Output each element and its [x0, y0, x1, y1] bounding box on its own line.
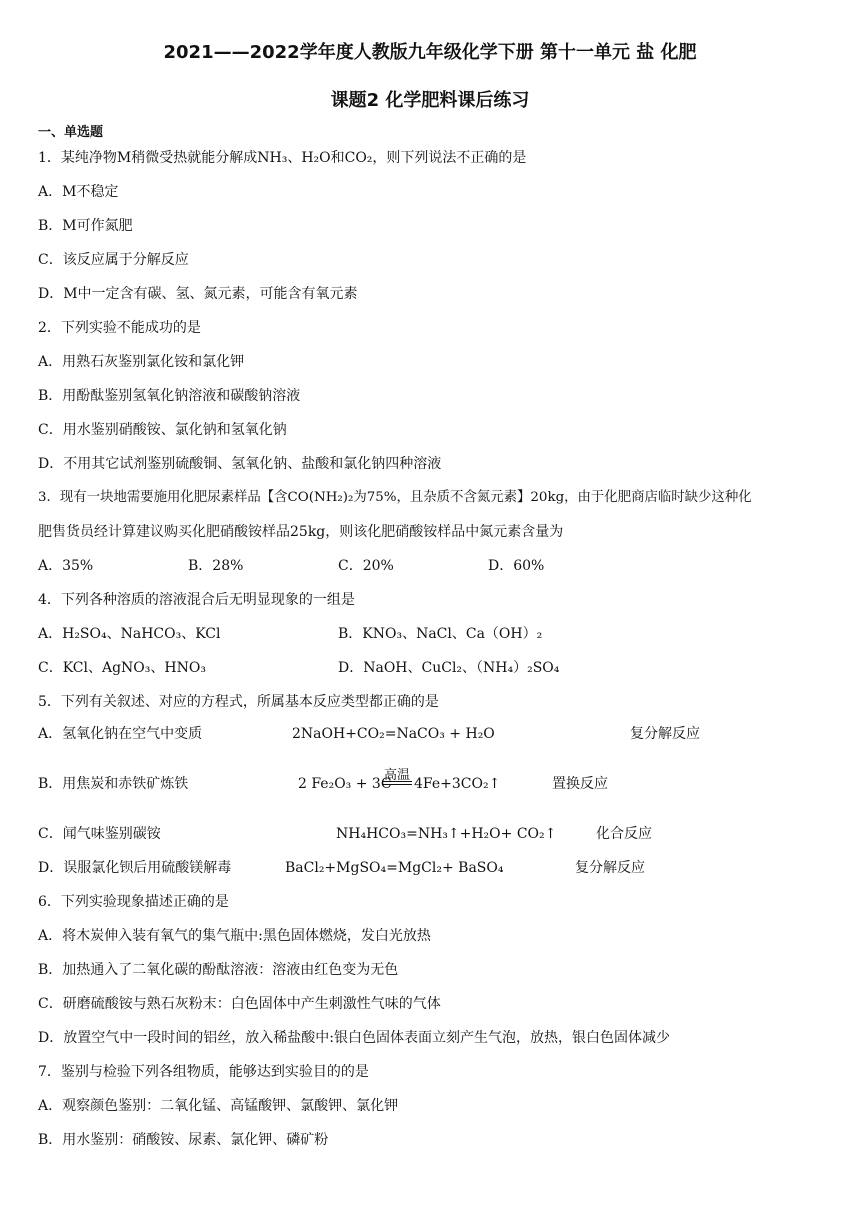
question-6-option-b: B．加热通入了二氧化碳的酚酞溶液：溶液由红色变为无色	[38, 962, 399, 978]
question-3-option-b: B．28%	[188, 558, 244, 574]
question-5-option-a-equation: 2NaOH+CO₂=NaCO₃ + H₂O	[292, 726, 495, 742]
question-4-option-b: B．KNO₃、NaCl、Ca（OH）₂	[338, 626, 543, 642]
question-3-option-d: D．60%	[488, 558, 545, 574]
question-3-stem-line1: 3．现有一块地需要施用化肥尿素样品【含CO(NH₂)₂为75%，且杂质不含氮元素】20kg，由于化肥商店临时缺少这种化	[38, 490, 752, 505]
question-3-option-a: A．35%	[38, 558, 94, 574]
question-2-option-c: C．用水鉴别硝酸铵、氯化钠和氢氧化钠	[38, 422, 287, 438]
question-1-option-d: D．M中一定含有碳、氢、氮元素，可能含有氧元素	[38, 286, 358, 302]
question-2-option-d: D．不用其它试剂鉴别硫酸铜、氢氧化钠、盐酸和氯化钠四种溶液	[38, 456, 442, 472]
question-4-option-c: C．KCl、AgNO₃、HNO₃	[38, 660, 206, 676]
question-2-option-a: A．用熟石灰鉴别氯化铵和氯化钾	[38, 354, 245, 370]
reaction-condition-label: 高温	[384, 768, 411, 783]
question-4-option-a: A．H₂SO₄、NaHCO₃、KCl	[38, 626, 221, 642]
question-7-stem: 7．鉴别与检验下列各组物质，能够达到实验目的的是	[38, 1064, 369, 1080]
question-6-option-c: C．研磨硫酸铵与熟石灰粉末：白色固体中产生刺激性气味的气体	[38, 996, 441, 1012]
question-2-option-b: B．用酚酞鉴别氢氧化钠溶液和碳酸钠溶液	[38, 388, 301, 404]
question-5-stem: 5．下列有关叙述、对应的方程式，所属基本反应类型都正确的是	[38, 694, 439, 710]
question-1-option-a: A．M不稳定	[38, 184, 119, 200]
question-2-stem: 2．下列实验不能成功的是	[38, 320, 201, 336]
question-6-option-a: A．将木炭伸入装有氧气的集气瓶中:黑色固体燃烧，发白光放热	[38, 928, 431, 944]
question-5-option-c-text: C．闻气味鉴别碳铵	[38, 826, 161, 842]
question-5-option-c-type: 化合反应	[596, 826, 652, 842]
equals-double-line	[382, 781, 412, 785]
question-5-option-d-type: 复分解反应	[575, 860, 645, 876]
question-1-option-c: C．该反应属于分解反应	[38, 252, 189, 268]
question-5-option-b-equation-right: 4Fe+3CO₂↑	[414, 776, 501, 792]
question-1-stem: 1．某纯净物M稍微受热就能分解成NH₃、H₂O和CO₂，则下列说法不正确的是	[38, 150, 527, 166]
question-1-option-b: B．M可作氮肥	[38, 218, 133, 234]
question-3-option-c: C．20%	[338, 558, 394, 574]
question-6-option-d: D．放置空气中一段时间的铝丝，放入稀盐酸中:银白色固体表面立刻产生气泡，放热，银白色固体减少	[38, 1030, 670, 1046]
question-5-option-d-equation: BaCl₂+MgSO₄=MgCl₂+ BaSO₄	[285, 860, 504, 876]
question-3-stem-line2: 肥售货员经计算建议购买化肥硝酸铵样品25kg，则该化肥硝酸铵样品中氮元素含量为	[38, 524, 564, 540]
question-5-option-b-type: 置换反应	[552, 776, 608, 792]
question-5-option-a-type: 复分解反应	[630, 726, 700, 742]
question-5-option-a-text: A．氢氧化钠在空气中变质	[38, 726, 203, 742]
section-heading: 一、单选题	[38, 125, 104, 140]
document-title: 2021——2022学年度人教版九年级化学下册 第十一单元 盐 化肥	[163, 42, 697, 63]
question-5-option-b-text: B．用焦炭和赤铁矿炼铁	[38, 776, 189, 792]
question-5-option-b-equation-left: 2 Fe₂O₃ + 3C	[298, 776, 392, 792]
question-4-option-d: D．NaOH、CuCl₂、（NH₄）₂SO₄	[338, 660, 560, 676]
document-subtitle: 课题2 化学肥料课后练习	[330, 90, 530, 111]
question-5-option-d-text: D．误服氯化钡后用硫酸镁解毒	[38, 860, 232, 876]
question-5-option-c-equation: NH₄HCO₃=NH₃↑+H₂O+ CO₂↑	[336, 826, 557, 842]
question-7-option-a: A．观察颜色鉴别：二氧化锰、高锰酸钾、氯酸钾、氯化钾	[38, 1098, 399, 1114]
question-6-stem: 6．下列实验现象描述正确的是	[38, 894, 229, 910]
question-4-stem: 4．下列各种溶质的溶液混合后无明显现象的一组是	[38, 592, 355, 608]
question-7-option-b: B．用水鉴别：硝酸铵、尿素、氯化钾、磷矿粉	[38, 1132, 329, 1148]
